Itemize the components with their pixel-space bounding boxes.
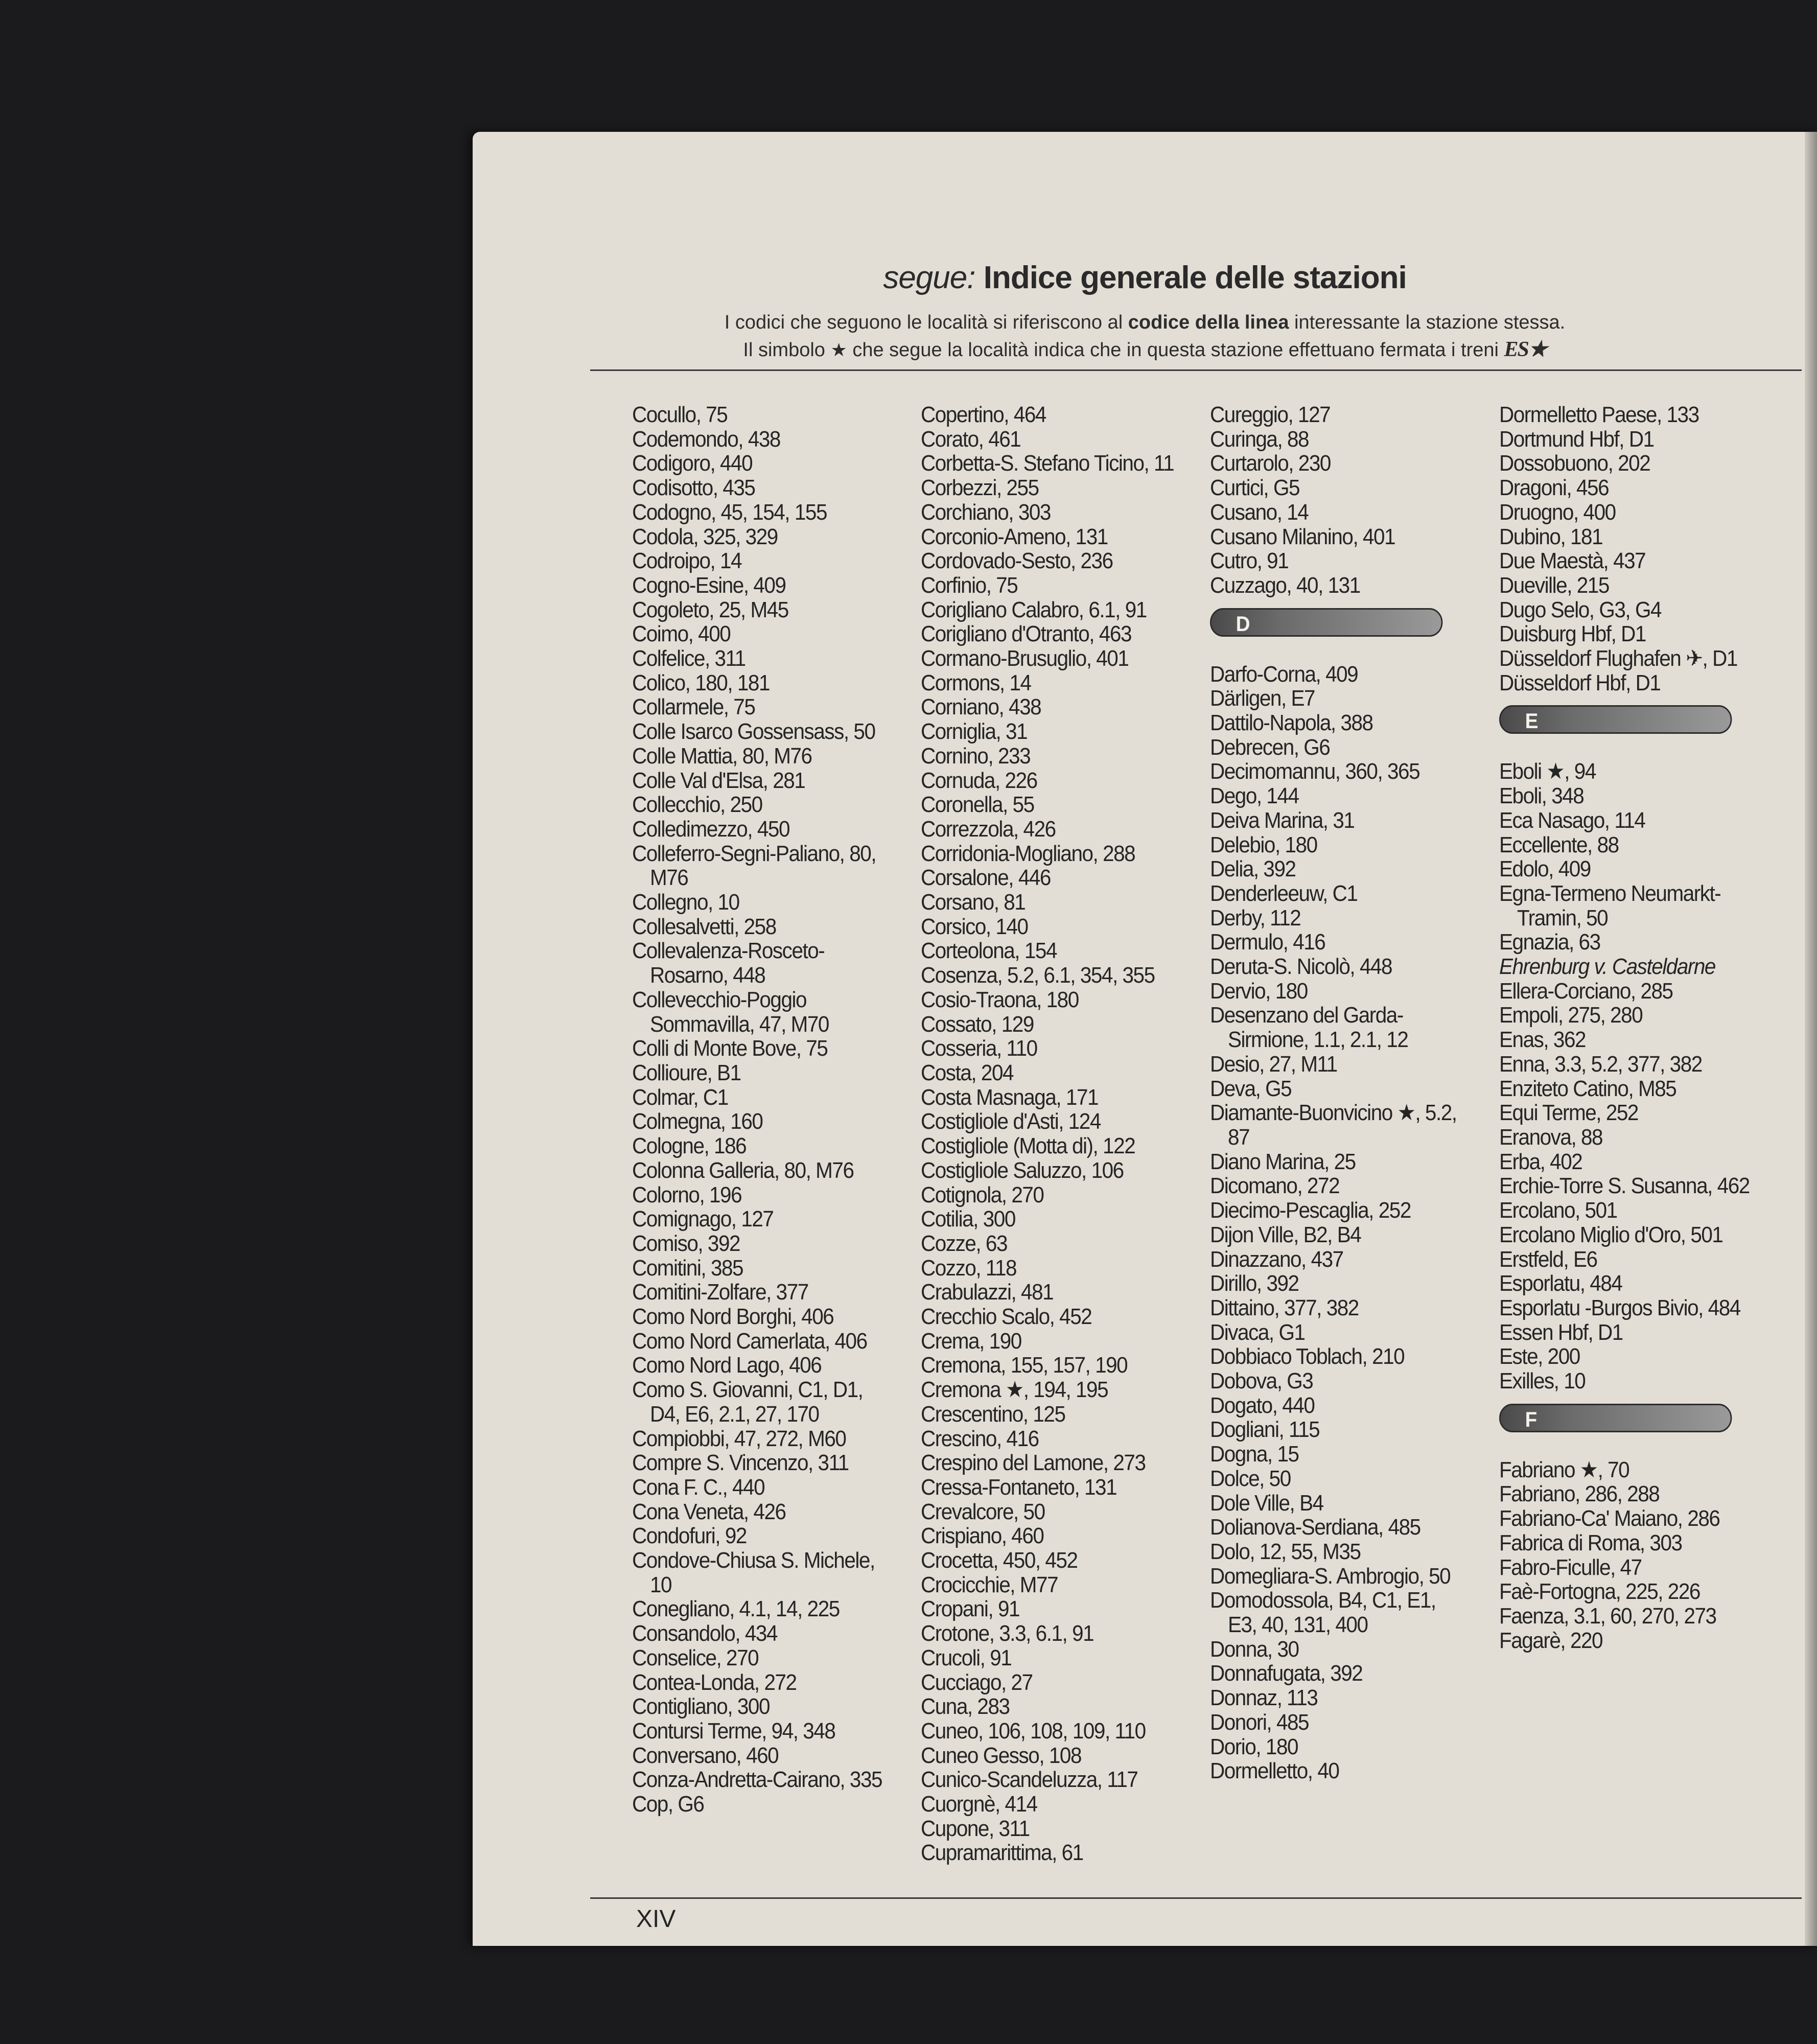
page-number: XIV (636, 1906, 676, 1933)
index-entry: Collarmele, 75 (632, 694, 755, 720)
index-entry: Divaca, G1 (1210, 1319, 1305, 1345)
index-entry: Corniglia, 31 (921, 719, 1028, 745)
index-entry: Dolo, 12, 55, M35 (1210, 1539, 1361, 1564)
index-entry: Cropani, 91 (921, 1596, 1020, 1622)
index-entry: Cuna, 283 (921, 1694, 1010, 1720)
index-entry: Cremona ★, 194, 195 (921, 1377, 1108, 1403)
index-entry: Crespino del Lamone, 273 (921, 1450, 1146, 1476)
index-entry: Esporlatu, 484 (1499, 1271, 1622, 1296)
index-entry: Corbetta-S. Stefano Ticino, 11 (921, 451, 1174, 476)
index-entry: Cucciago, 27 (921, 1669, 1033, 1695)
index-entry: Comiso, 392 (632, 1230, 740, 1256)
index-entry: Erstfeld, E6 (1499, 1246, 1597, 1272)
index-entry: Codola, 325, 329 (632, 524, 778, 549)
index-entry: Cormano-Brusuglio, 401 (921, 646, 1129, 671)
index-entry: Conegliano, 4.1, 14, 225 (632, 1596, 840, 1622)
index-entry: Erba, 402 (1499, 1149, 1582, 1174)
book-page (473, 132, 1817, 1946)
index-entry: Cosseria, 110 (921, 1036, 1037, 1061)
index-entry: Düsseldorf Hbf, D1 (1499, 670, 1661, 695)
index-entry: Dattilo-Napola, 388 (1210, 710, 1373, 736)
index-entry: Collegno, 10 (632, 890, 739, 915)
index-entry: Derby, 112 (1210, 905, 1301, 931)
index-entry: Cornino, 233 (921, 743, 1031, 769)
index-entry: Cologne, 186 (632, 1133, 747, 1159)
bottom-divider (590, 1897, 1802, 1899)
index-entry: Dole Ville, B4 (1210, 1490, 1323, 1516)
index-entry: Erchie-Torre S. Susanna, 462 (1499, 1173, 1750, 1199)
index-entry: Cornuda, 226 (921, 768, 1037, 793)
index-entry: Colle Isarco Gossensass, 50 (632, 719, 875, 745)
index-entry: Codigoro, 440 (632, 451, 753, 476)
index-entry: Deruta-S. Nicolò, 448 (1210, 954, 1392, 980)
intro-text: che segue la località indica che in questa stazione effettuano fermata i treni (852, 339, 1499, 361)
index-entry: Correzzola, 426 (921, 816, 1056, 842)
index-entry: Cutro, 91 (1210, 548, 1289, 574)
index-entry: Corigliano d'Otranto, 463 (921, 621, 1131, 647)
index-entry: Colle Val d'Elsa, 281 (632, 768, 805, 793)
index-entry: Eranova, 88 (1499, 1124, 1603, 1150)
index-entry: Codogno, 45, 154, 155 (632, 499, 827, 525)
index-entry: Curtici, G5 (1210, 475, 1300, 501)
index-entry: Cusano, 14 (1210, 499, 1309, 525)
index-entry: Crocicchie, M77 (921, 1572, 1058, 1597)
index-entry: Colfelice, 311 (632, 646, 746, 671)
index-entry: Collevalenza-Rosceto-Rosarno, 448 (632, 938, 825, 988)
index-entry: Consandolo, 434 (632, 1621, 778, 1646)
index-entry: Fabro-Ficulle, 47 (1499, 1554, 1642, 1580)
index-entry: Diano Marina, 25 (1210, 1149, 1356, 1174)
index-entry: Domodossola, B4, C1, E1, E3, 40, 131, 400 (1210, 1588, 1436, 1638)
index-entry: Dogna, 15 (1210, 1442, 1299, 1467)
index-entry: Decimomannu, 360, 365 (1210, 759, 1420, 784)
page-title (473, 260, 1817, 296)
index-entry: Delebio, 180 (1210, 832, 1317, 857)
index-entry: Ellera-Corciano, 285 (1499, 978, 1673, 1004)
page-edge (1805, 132, 1817, 1946)
section-letter: D (1236, 611, 1250, 636)
index-entry: Contea-Londa, 272 (632, 1669, 797, 1695)
index-entry: Deiva Marina, 31 (1210, 807, 1355, 833)
index-entry: Corsalone, 446 (921, 865, 1051, 891)
index-entry: Crescino, 416 (921, 1426, 1039, 1451)
index-entry: Dugo Selo, G3, G4 (1499, 597, 1662, 622)
index-entry: Exilles, 10 (1499, 1368, 1586, 1394)
index-entry: Dobova, G3 (1210, 1368, 1313, 1394)
index-entry: Cosenza, 5.2, 6.1, 354, 355 (921, 963, 1155, 988)
index-entry: Esporlatu -Burgos Bivio, 484 (1499, 1295, 1740, 1320)
index-entry: Cusano Milanino, 401 (1210, 524, 1395, 549)
index-entry: Corigliano Calabro, 6.1, 91 (921, 597, 1147, 622)
index-entry: Comitini, 385 (632, 1255, 743, 1281)
index-entry: Colmegna, 160 (632, 1109, 763, 1134)
index-entry: Donnafugata, 392 (1210, 1661, 1363, 1686)
index-column-4 (1499, 403, 1753, 1653)
index-entry: Dragoni, 456 (1499, 475, 1609, 501)
index-entry: Cressa-Fontaneto, 131 (921, 1474, 1117, 1500)
index-entry: Cupramarittima, 61 (921, 1840, 1083, 1866)
index-entry: Colli di Monte Bove, 75 (632, 1036, 828, 1061)
index-entry: Conversano, 460 (632, 1743, 779, 1768)
index-entry: Como Nord Borghi, 406 (632, 1304, 834, 1330)
index-entry: Darfo-Corna, 409 (1210, 661, 1358, 687)
index-entry: Cremona, 155, 157, 190 (921, 1353, 1128, 1378)
index-entry: Comitini-Zolfare, 377 (632, 1280, 808, 1305)
index-entry: Conza-Andretta-Cairano, 335 (632, 1767, 882, 1793)
column-4-d-entries (1499, 403, 1753, 695)
index-entry: Eca Nasago, 114 (1499, 807, 1645, 833)
title-text: Indice generale delle stazioni (983, 260, 1407, 295)
index-entry: Dervio, 180 (1210, 978, 1308, 1004)
index-entry: Dinazzano, 437 (1210, 1246, 1343, 1272)
index-entry: Cureggio, 127 (1210, 402, 1331, 427)
column-3-c-entries (1210, 403, 1464, 598)
index-entry: Collesalvetti, 258 (632, 914, 776, 939)
index-entry: Compre S. Vincenzo, 311 (632, 1450, 849, 1476)
index-entry: Eboli, 348 (1499, 783, 1584, 809)
intro-line-1 (473, 312, 1817, 334)
index-entry: Collevecchio-Poggio Sommavilla, 47, M70 (632, 987, 829, 1037)
index-entry: Duisburg Hbf, D1 (1499, 621, 1646, 647)
index-entry: Dego, 144 (1210, 783, 1299, 809)
index-entry: Deva, G5 (1210, 1076, 1292, 1101)
index-entry: Eccellente, 88 (1499, 832, 1619, 857)
index-entry: Corchiano, 303 (921, 499, 1051, 525)
index-entry: Fagarè, 220 (1499, 1628, 1603, 1653)
index-entry: Donori, 485 (1210, 1709, 1309, 1735)
index-entry: Essen Hbf, D1 (1499, 1319, 1623, 1345)
index-entry: Corniano, 438 (921, 694, 1041, 720)
index-entry: Crevalcore, 50 (921, 1499, 1045, 1524)
index-entry: Conselice, 270 (632, 1645, 759, 1670)
index-entry: Cunico-Scandeluzza, 117 (921, 1767, 1138, 1793)
index-entry: Ercolano Miglio d'Oro, 501 (1499, 1222, 1723, 1247)
index-entry: Cogoleto, 25, M45 (632, 597, 788, 622)
index-entry: Dormelletto, 40 (1210, 1758, 1339, 1784)
index-entry: Düsseldorf Flughafen ✈, D1 (1499, 646, 1737, 671)
index-entry: Egna-Termeno Neumarkt-Tramin, 50 (1499, 880, 1721, 931)
index-entry: Faè-Fortogna, 225, 226 (1499, 1579, 1700, 1605)
section-d-header (1210, 608, 1442, 637)
index-entry: Diecimo-Pescaglia, 252 (1210, 1198, 1411, 1223)
index-entry: Dogliani, 115 (1210, 1417, 1320, 1443)
index-entry: Dueville, 215 (1499, 572, 1609, 598)
index-entry: Codisotto, 435 (632, 475, 755, 501)
index-entry: Dermulo, 416 (1210, 930, 1325, 955)
index-entry: Colledimezzo, 450 (632, 816, 789, 842)
index-entry: Colico, 180, 181 (632, 670, 770, 695)
index-entry: Dijon Ville, B2, B4 (1210, 1222, 1361, 1247)
index-entry: Equi Terme, 252 (1499, 1100, 1638, 1126)
top-divider (590, 369, 1802, 371)
index-entry: Cossato, 129 (921, 1011, 1034, 1037)
index-entry: Comignago, 127 (632, 1206, 774, 1232)
index-entry: Crucoli, 91 (921, 1645, 1012, 1670)
index-entry: Cupone, 311 (921, 1816, 1030, 1841)
index-entry: Fabrica di Roma, 303 (1499, 1530, 1682, 1555)
index-entry: Fabriano ★, 70 (1499, 1457, 1629, 1482)
index-entry: Edolo, 409 (1499, 856, 1591, 882)
index-entry: Costa Masnaga, 171 (921, 1084, 1099, 1110)
index-entry: Condove-Chiusa S. Michele, 10 (632, 1548, 875, 1597)
index-entry: Due Maestà, 437 (1499, 548, 1646, 574)
index-entry: Colmar, C1 (632, 1084, 728, 1110)
column-4-f-entries (1499, 1458, 1753, 1653)
index-entry: Empoli, 275, 280 (1499, 1003, 1643, 1028)
index-entry: Copertino, 464 (921, 402, 1046, 427)
intro-text: Il simbolo (743, 339, 825, 361)
index-entry: Druogno, 400 (1499, 499, 1616, 525)
index-entry: Dossobuono, 202 (1499, 451, 1650, 476)
index-entry: Crocetta, 450, 452 (921, 1548, 1078, 1573)
index-entry: Desio, 27, M11 (1210, 1051, 1337, 1077)
index-entry: Dobbiaco Toblach, 210 (1210, 1344, 1405, 1369)
index-entry: Cordovado-Sesto, 236 (921, 548, 1113, 574)
intro-bold-text: codice della linea (1128, 312, 1289, 333)
index-entry: Cop, G6 (632, 1792, 704, 1817)
section-f-header (1499, 1404, 1732, 1432)
intro-text: interessante la stazione stessa. (1294, 312, 1566, 333)
index-entry: Corconio-Ameno, 131 (921, 524, 1108, 549)
index-entry: Donnaz, 113 (1210, 1685, 1318, 1711)
index-entry: Codroipo, 14 (632, 548, 742, 574)
index-entry: Cotilia, 300 (921, 1206, 1015, 1232)
index-entry: Compiobbi, 47, 272, M60 (632, 1426, 846, 1451)
index-entry: Codemondo, 438 (632, 426, 780, 452)
index-entry: Crotone, 3.3, 6.1, 91 (921, 1621, 1094, 1646)
index-entry: Corteolona, 154 (921, 938, 1057, 964)
index-entry: Como S. Giovanni, C1, D1, D4, E6, 2.1, 27, 170 (632, 1377, 863, 1427)
index-entry: Cuneo, 106, 108, 109, 110 (921, 1718, 1146, 1744)
column-4-e-entries (1499, 759, 1753, 1393)
index-entry: Costigliole (Motta di), 122 (921, 1133, 1135, 1159)
index-entry: Corsico, 140 (921, 914, 1028, 939)
index-entry: Desenzano del Garda-Sirmione, 1.1, 2.1, 12 (1210, 1003, 1408, 1053)
index-column-2 (921, 403, 1175, 1865)
index-entry: Como Nord Lago, 406 (632, 1353, 822, 1378)
index-column-3 (1210, 403, 1464, 1783)
index-entry: Denderleeuw, C1 (1210, 880, 1358, 906)
index-entry: Donna, 30 (1210, 1636, 1299, 1662)
index-entry: Dubino, 181 (1499, 524, 1603, 549)
index-entry: Dortmund Hbf, D1 (1499, 426, 1654, 452)
index-entry: Costigliole Saluzzo, 106 (921, 1157, 1124, 1183)
index-entry: Cozze, 63 (921, 1230, 1008, 1256)
intro-text: I codici che seguono le località si riferiscono al (724, 312, 1123, 333)
index-entry: Cormons, 14 (921, 670, 1031, 695)
index-entry: Coronella, 55 (921, 792, 1034, 818)
index-entry: Ercolano, 501 (1499, 1198, 1617, 1223)
index-entry: Dorio, 180 (1210, 1734, 1298, 1759)
index-entry: Costigliole d'Asti, 124 (921, 1109, 1101, 1134)
index-entry: Colorno, 196 (632, 1182, 742, 1207)
title-prefix: segue: (883, 260, 975, 295)
index-entry: Condofuri, 92 (632, 1523, 747, 1549)
es-star-logo: ES★ (1504, 338, 1547, 361)
index-entry: Enziteto Catino, M85 (1499, 1076, 1676, 1101)
index-entry: Contigliano, 300 (632, 1694, 770, 1720)
index-entry: Dolce, 50 (1210, 1466, 1291, 1491)
index-entry: Crema, 190 (921, 1328, 1021, 1354)
index-entry: Cuzzago, 40, 131 (1210, 572, 1360, 598)
index-entry: Coimo, 400 (632, 621, 731, 647)
index-entry: Dicomano, 272 (1210, 1173, 1340, 1199)
index-entry: Corridonia-Mogliano, 288 (921, 841, 1135, 866)
index-entry: Debrecen, G6 (1210, 734, 1330, 760)
index-entry: Faenza, 3.1, 60, 270, 273 (1499, 1603, 1716, 1629)
index-entry: Colle Mattia, 80, M76 (632, 743, 812, 769)
index-column-1 (632, 403, 886, 1817)
index-entry: Corsano, 81 (921, 890, 1026, 915)
index-entry: Dormelletto Paese, 133 (1499, 402, 1699, 427)
index-entry: Cona F. C., 440 (632, 1474, 765, 1500)
index-entry: Domegliara-S. Ambrogio, 50 (1210, 1563, 1451, 1589)
index-entry: Enna, 3.3, 5.2, 377, 382 (1499, 1051, 1702, 1077)
index-entry: Cozzo, 118 (921, 1255, 1017, 1281)
index-entry: Fabriano-Ca' Maiano, 286 (1499, 1506, 1720, 1531)
column-3-d-entries (1210, 662, 1464, 1783)
index-entry: Collioure, B1 (632, 1060, 741, 1085)
section-letter: F (1525, 1407, 1536, 1431)
section-e-header (1499, 705, 1732, 734)
intro-line-2 (473, 336, 1817, 362)
index-entry: Collecchio, 250 (632, 792, 762, 818)
index-entry: Cuneo Gesso, 108 (921, 1743, 1082, 1768)
index-entry: Cuorgnè, 414 (921, 1792, 1037, 1817)
index-entry: Eboli ★, 94 (1499, 759, 1596, 784)
index-entry: Crabulazzi, 481 (921, 1280, 1054, 1305)
index-entry: Cona Veneta, 426 (632, 1499, 786, 1524)
index-entry: Dittaino, 377, 382 (1210, 1295, 1359, 1320)
index-entry: Colleferro-Segni-Paliano, 80, M76 (632, 841, 876, 891)
index-entry: Diamante-Buonvicino ★, 5.2, 87 (1210, 1100, 1457, 1150)
index-entry: Curtarolo, 230 (1210, 451, 1331, 476)
index-entry: Cotignola, 270 (921, 1182, 1044, 1207)
index-entry: Delia, 392 (1210, 856, 1296, 882)
index-entry: Dolianova-Serdiana, 485 (1210, 1515, 1420, 1540)
star-icon: ★ (830, 339, 847, 360)
section-letter: E (1525, 709, 1538, 733)
index-entry: Costa, 204 (921, 1060, 1014, 1085)
index-entry: Corato, 461 (921, 426, 1021, 452)
index-entry: Crecchio Scalo, 452 (921, 1304, 1092, 1330)
index-entry: Este, 200 (1499, 1344, 1580, 1369)
index-entry: Cogno-Esine, 409 (632, 572, 786, 598)
index-entry: Ehrenburg v. Casteldarne (1499, 954, 1715, 980)
index-entry: Därligen, E7 (1210, 686, 1315, 711)
index-entry: Dirillo, 392 (1210, 1271, 1299, 1296)
index-entry: Curinga, 88 (1210, 426, 1309, 452)
index-entry: Egnazia, 63 (1499, 930, 1600, 955)
index-entry: Contursi Terme, 94, 348 (632, 1718, 835, 1744)
index-entry: Cocullo, 75 (632, 402, 728, 427)
index-entry: Crescentino, 125 (921, 1401, 1065, 1427)
index-entry: Enas, 362 (1499, 1027, 1586, 1053)
index-entry: Dogato, 440 (1210, 1392, 1315, 1418)
index-entry: Corfinio, 75 (921, 572, 1018, 598)
index-entry: Como Nord Camerlata, 406 (632, 1328, 867, 1354)
index-entry: Fabriano, 286, 288 (1499, 1481, 1660, 1507)
index-entry: Colonna Galleria, 80, M76 (632, 1157, 854, 1183)
index-entry: Crispiano, 460 (921, 1523, 1044, 1549)
index-entry: Corbezzi, 255 (921, 475, 1039, 501)
index-entry: Cosio-Traona, 180 (921, 987, 1079, 1012)
